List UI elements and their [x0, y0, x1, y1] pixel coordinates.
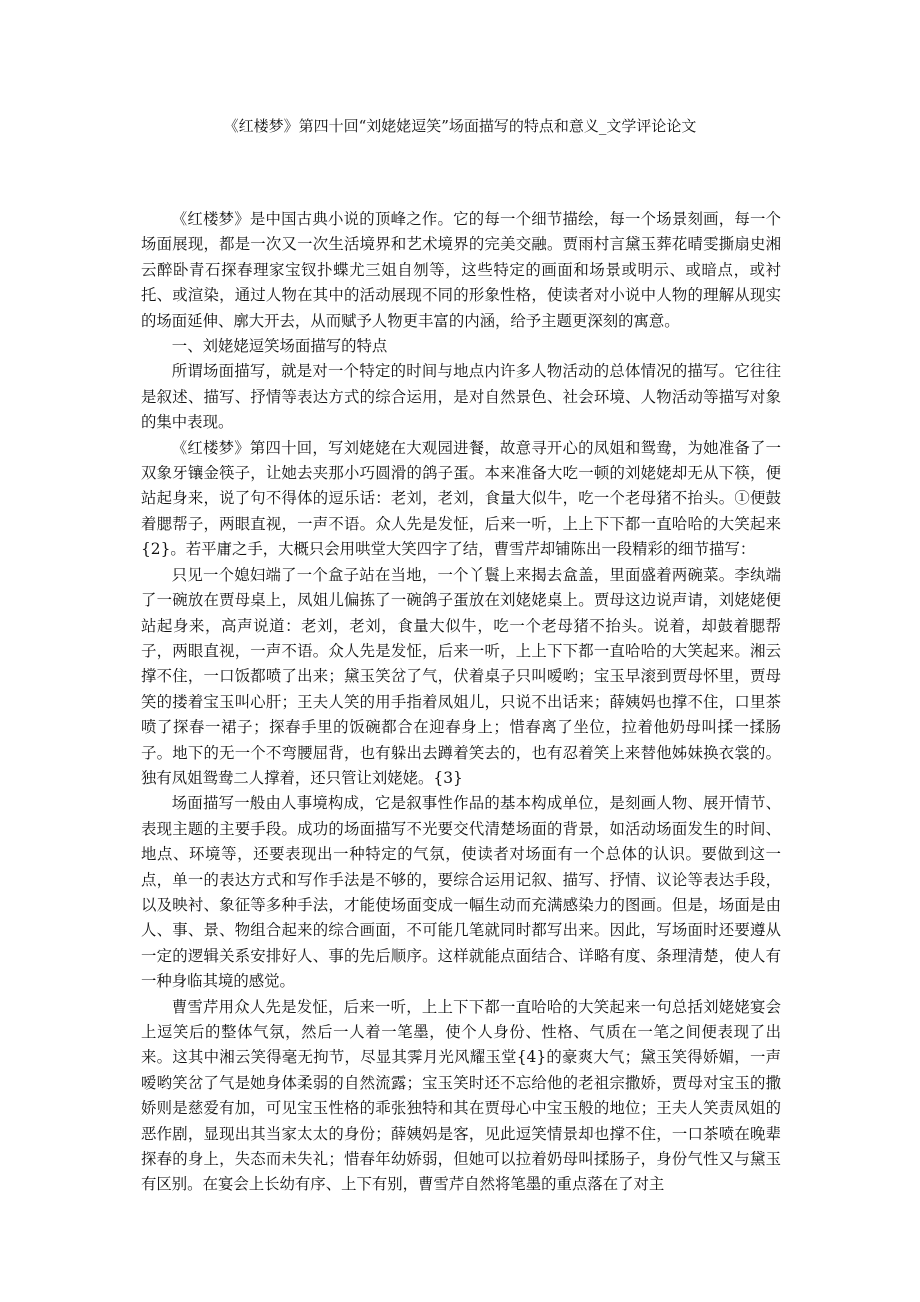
paragraph-quotation: 只见一个媳妇端了一个盒子站在当地，一个丫鬟上来揭去盒盖，里面盛着两碗菜。李纨端了一碗放在贾母桌上，凤姐儿偏拣了一碗鸽子蛋放在刘姥姥桌上。贾母这边说声请，刘姥姥便站起身来，高声说道：老刘，老刘，食量大似牛，吃一个老母猪不抬头。说着，却鼓着腮帮子，两眼直视，一声不语。众人先是发怔，后来一听，上上下下都一直哈哈的大笑起来。湘云撑不住，一口饭都喷了出来；黛玉笑岔了气，伏着桌子只叫嗳哟；宝玉早滚到贾母怀里，贾母笑的搂着宝玉叫心肝；王夫人笑的用手指着凤姐儿，只说不出话来；薛姨妈也撑不住，口里茶喷了探春一裙子；探春手里的饭碗都合在迎春身上；惜春离了坐位，拉着他奶母叫揉一揉肠子。地下的无一个不弯腰屈背，也有躲出去蹲着笑去的，也有忍着笑上来替他姊妹换衣裳的。独有凤姐鸳鸯二人撑着，还只管让刘姥姥。{3}	[141, 565, 781, 787]
paragraph-analysis: 曹雪芹用众人先是发怔，后来一听，上上下下都一直哈哈的大笑起来一句总括刘姥姥宴会上逗笑后的整体气氛，然后一人着一笔墨，使个人身份、性格、气质在一笔之间便表现了出来。这其中湘云笑得毫无拘节，尽显其霁月光风耀玉堂{4}的豪爽大气；黛玉笑得娇媚，一声嗳哟笑岔了气是她身体柔弱的自然流露；宝玉笑时还不忘给他的老祖宗撒娇，贾母对宝玉的撒娇则是慈爱有加，可见宝玉性格的乖张独特和其在贾母心中宝玉般的地位；王夫人笑责凤姐的恶作剧，显现出其当家太太的身份；薛姨妈是客，见此逗笑情景却也撑不住，一口茶喷在晚辈探春的身上，失态而未失礼；惜春年幼娇弱，但她可以拉着奶母叫揉肠子，身份气性又与黛玉有区别。在宴会上长幼有序、上下有别，曹雪芹自然将笔墨的重点落在了对主	[141, 997, 781, 1194]
document-title: 《红楼梦》第四十回“刘姥姥逗笑”场面描写的特点和意义_文学评论论文	[223, 117, 697, 135]
paragraph-intro: 《红楼梦》是中国古典小说的顶峰之作。它的每一个细节描绘，每一个场景刻画，每一个场面展现，都是一次又一次生活境界和艺术境界的完美交融。贾雨村言黛玉葬花晴雯撕扇史湘云醉卧青石探春理家宝钗扑蝶尤三姐自刎等，这些特定的画面和场景或明示、或暗点，或衬托、或渲染，通过人物在其中的活动展现不同的形象性格，使读者对小说中人物的理解从现实的场面延伸、廓大开去，从而赋予人物更丰富的内涵，给予主题更深刻的寓意。	[141, 210, 781, 330]
paragraph-definition: 所谓场面描写，就是对一个特定的时间与地点内许多人物活动的总体情况的描写。它往往是叙述、描写、抒情等表达方式的综合运用，是对自然景色、社会环境、人物活动等描写对象的集中表现。	[141, 362, 781, 432]
paragraph-scene-theory: 场面描写一般由人事境构成，它是叙事性作品的基本构成单位，是刻画人物、展开情节、表现主题的主要手段。成功的场面描写不光要交代清楚场面的背景，如活动场面发生的时间、地点、环境等，还要表现出一种特定的气氛，使读者对场面有一个总体的认识。要做到这一点，单一的表达方式和写作手法是不够的，要综合运用记叙、描写、抒情、议论等表达手段，以及映衬、象征等多种手法，才能使场面变成一幅生动而充满感染力的图画。但是，场面是由人、事、景、物组合起来的综合画面，不可能几笔就同时都写出来。因此，写场面时还要遵从一定的逻辑关系安排好人、事的先后顺序。这样就能点面结合、详略有度、条理清楚，使人有一种身临其境的感觉。	[141, 794, 781, 991]
paragraph-chapter-forty: 《红楼梦》第四十回，写刘姥姥在大观园进餐，故意寻开心的凤姐和鸳鸯，为她准备了一双象牙镶金筷子，让她去夹那小巧圆滑的鸽子蛋。本来准备大吃一顿的刘姥姥却无从下筷，便站起身来，说了句不得体的逗乐话：老刘，老刘，食量大似牛，吃一个老母猪不抬头。①便鼓着腮帮子，两眼直视，一声不语。众人先是发怔，后来一听，上上下下都一直哈哈的大笑起来{2}。若平庸之手，大概只会用哄堂大笑四字了结，曹雪芹却铺陈出一段精彩的细节描写：	[141, 438, 781, 559]
document-body	[141, 207, 781, 1198]
section-heading: 一、刘姥姥逗笑场面描写的特点	[171, 337, 388, 356]
